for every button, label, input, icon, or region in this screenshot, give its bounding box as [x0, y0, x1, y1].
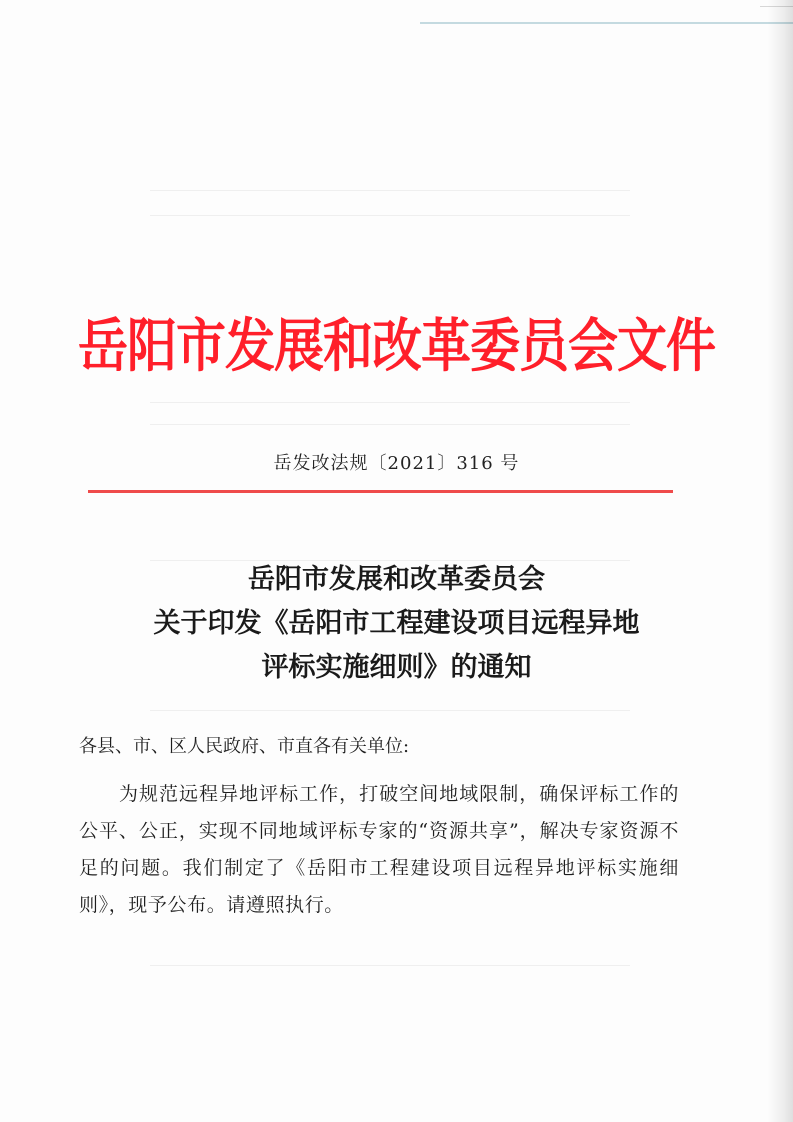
- title-line-1: 岳阳市发展和改革委员会: [248, 564, 545, 595]
- addressee-line: 各县、市、区人民政府、市直各有关单位:: [79, 736, 410, 757]
- document-masthead: 岳阳市发展和改革委员会文件: [78, 311, 715, 380]
- document-number: 岳发改法规〔2021〕316 号: [273, 453, 520, 474]
- title-line-3: 评标实施细则》的通知: [261, 652, 532, 683]
- bleed-through-line: [150, 215, 630, 216]
- bleed-through-line: [150, 424, 630, 425]
- red-divider-rule: [88, 490, 673, 493]
- body-paragraph: 为规范远程异地评标工作，打破空间地域限制，确保评标工作的公平、公正，实现不同地域评标专家的“资源共享”，解决专家资源不足的问题。我们制定了《岳阳市工程建设项目远程异地评标实施细则》，现予公布。请遵照执行。: [79, 783, 679, 916]
- scan-edge-line: [420, 22, 793, 24]
- bleed-through-line: [150, 710, 630, 711]
- title-line-2: 关于印发《岳阳市工程建设项目远程异地: [153, 608, 640, 639]
- bleed-through-line: [150, 190, 630, 191]
- bleed-through-line: [150, 402, 630, 403]
- bleed-through-line: [150, 965, 630, 966]
- document-title: [0, 558, 793, 690]
